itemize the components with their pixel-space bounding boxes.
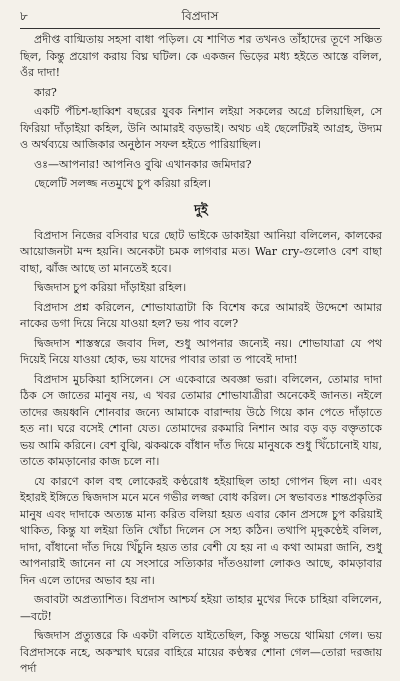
page-header: [20, 6, 380, 29]
paragraph: কার?: [34, 85, 57, 99]
paragraph: বিপ্রদাস নিজের বসিবার ঘরে ছোট ভাইকে ডাকাইয়া আনিয়া বলিলেন, কালকের আয়োজনটা মন্দ হয়নি। অনেকটা চমক লাগবার মত। War cry-গুলোও বেশ বাছা বাছা, ঝাঁজ আছে তা মানতেই হবে।: [20, 228, 382, 275]
paragraph: দ্বিজদাস প্রত্যুত্তরে কি একটা বলিতে যাইতেছিল, কিন্তু সভয়ে থামিয়া গেল। ভয় বিপ্রদাসকে নহে, অকস্মাৎ ঘরের বাহিরে মায়ের কণ্ঠস্বর শোনা গেল—তোরা দরজায় পর্দা: [20, 629, 382, 675]
paragraph: একটি পঁচিশ-ছাব্বিশ বছরের যুবক নিশান লইয়া সকলের অগ্রে চলিয়াছিল, সে ফিরিয়া দাঁড়াইয়া কহিল, উনি আমারই বড়ভাই। অথচ এই ছেলেটিরই আগ্রহ, উদ্যম ও অর্থব্যয়ে আজিকার অনুষ্ঠান সফল হইতে পারিয়াছিল।: [20, 105, 382, 151]
page-body: [20, 32, 382, 681]
running-title: বিপ্রদাস: [181, 9, 219, 23]
paragraph: ওঃ—আপনার! আপনিও বুঝি এখানকার জমিদার?: [34, 157, 252, 171]
paragraph: বিপ্রদাস মুচকিয়া হাসিলেন। সে একেবারে অবজ্ঞা ভরা। বলিলেন, তোমার দাদা ঠিক সে জাতের মানুষ নয়, এ খবর তোমার শোভাযাত্রীরা অনেকেই জানত। নইলে তাদের জয়ধ্বনি শোনবার জন্যে আমাকে বারান্দায় উঠে গিয়ে কান পেতে দাঁড়াতে হত না। ঘরে বসেই শোনা যেত। তোমাদের রকমারি নিশান আর বড় বড় বক্তৃতাকে ভয় আমি করিনে। বেশ বুঝি, ঝকঝকে বাঁধান দাঁত দিয়ে মানুষকে শুধু খিঁচোনোই যায়, তাতে কামড়ানোর কাজ চলে না।: [20, 372, 382, 468]
paragraph: দ্বিজদাস চুপ করিয়া দাঁড়াইয়া রহিল।: [34, 281, 187, 294]
paragraph: প্রদীপ্ত বাগ্মিতায় সহসা বাধা পড়িল। যে শাণিত শর তখনও তাঁহাদের তূণে সঞ্চিত ছিল, কিন্তু প্রয়োগ করায় বিঘ্ন ঘটিল। কে একজন ভিড়ের মধ্য হইতে আস্তে বলিল, ওঁর দাদা!: [20, 33, 382, 79]
paragraph: দ্বিজদাস শাস্তস্বরে জবাব দিল, শুধু আপনার জন্যেই নয়। শোভাযাত্রা যে পথ দিয়েই নিয়ে যাওয়া হোক, ভয় যাদের পাবার তারা ত পাবেই দাদা!: [20, 336, 382, 366]
page-number: ৮: [20, 9, 28, 23]
paragraph: বিপ্রদাস প্রশ্ন করিলেন, শোভাযাত্রাটা কি বিশেষ করে আমারই উদ্দেশে আমার নাকের ডগা দিয়ে নিয়ে যাওয়া হল? ভয় পাব বলে?: [20, 300, 382, 330]
paragraph: ছেলেটি সলজ্জ নতমুখে চুপ করিয়া রহিল।: [34, 177, 212, 190]
section-heading: দুই: [194, 202, 208, 218]
paragraph: যে কারণে কাল বহু লোকেরই কণ্ঠরোধ হইয়াছিল তাহা গোপন ছিল না। এবং ইহারই ইঙ্গিতে দ্বিজদাস মনে মনে গভীর লজ্জা বোধ করিল। সে স্বভাবতঃ শান্তপ্রকৃতির মানুষ এবং দাদাকে অত্যন্ত মান্য করিত বলিয়া হয়ত এবার কোন প্রসঙ্গে চুপ করিয়াই থাকিত, কিন্তু যা লইয়া তিনি খোঁচা দিলেন সে সহ্য কঠিন। তথাপি মৃদুকণ্ঠেই বলিল, দাদা, বাঁধানো দাঁত দিয়ে খিঁচুনি হয়ত তার বেশী যে হয় না এ কথা আমরা জানি, শুধু আপনারাই জানেন না যে সংসারে সত্যিকার দাঁতওয়ালা লোকও আছে, কামড়াবার দিন এলে তাদের অভাব হয় না।: [20, 474, 382, 587]
paragraph: জবাবটা অপ্রত্যাশিত। বিপ্রদাস আশ্চর্য হইয়া তাহার মুখের দিকে চাহিয়া বলিলেন,—বটে!: [20, 593, 382, 623]
